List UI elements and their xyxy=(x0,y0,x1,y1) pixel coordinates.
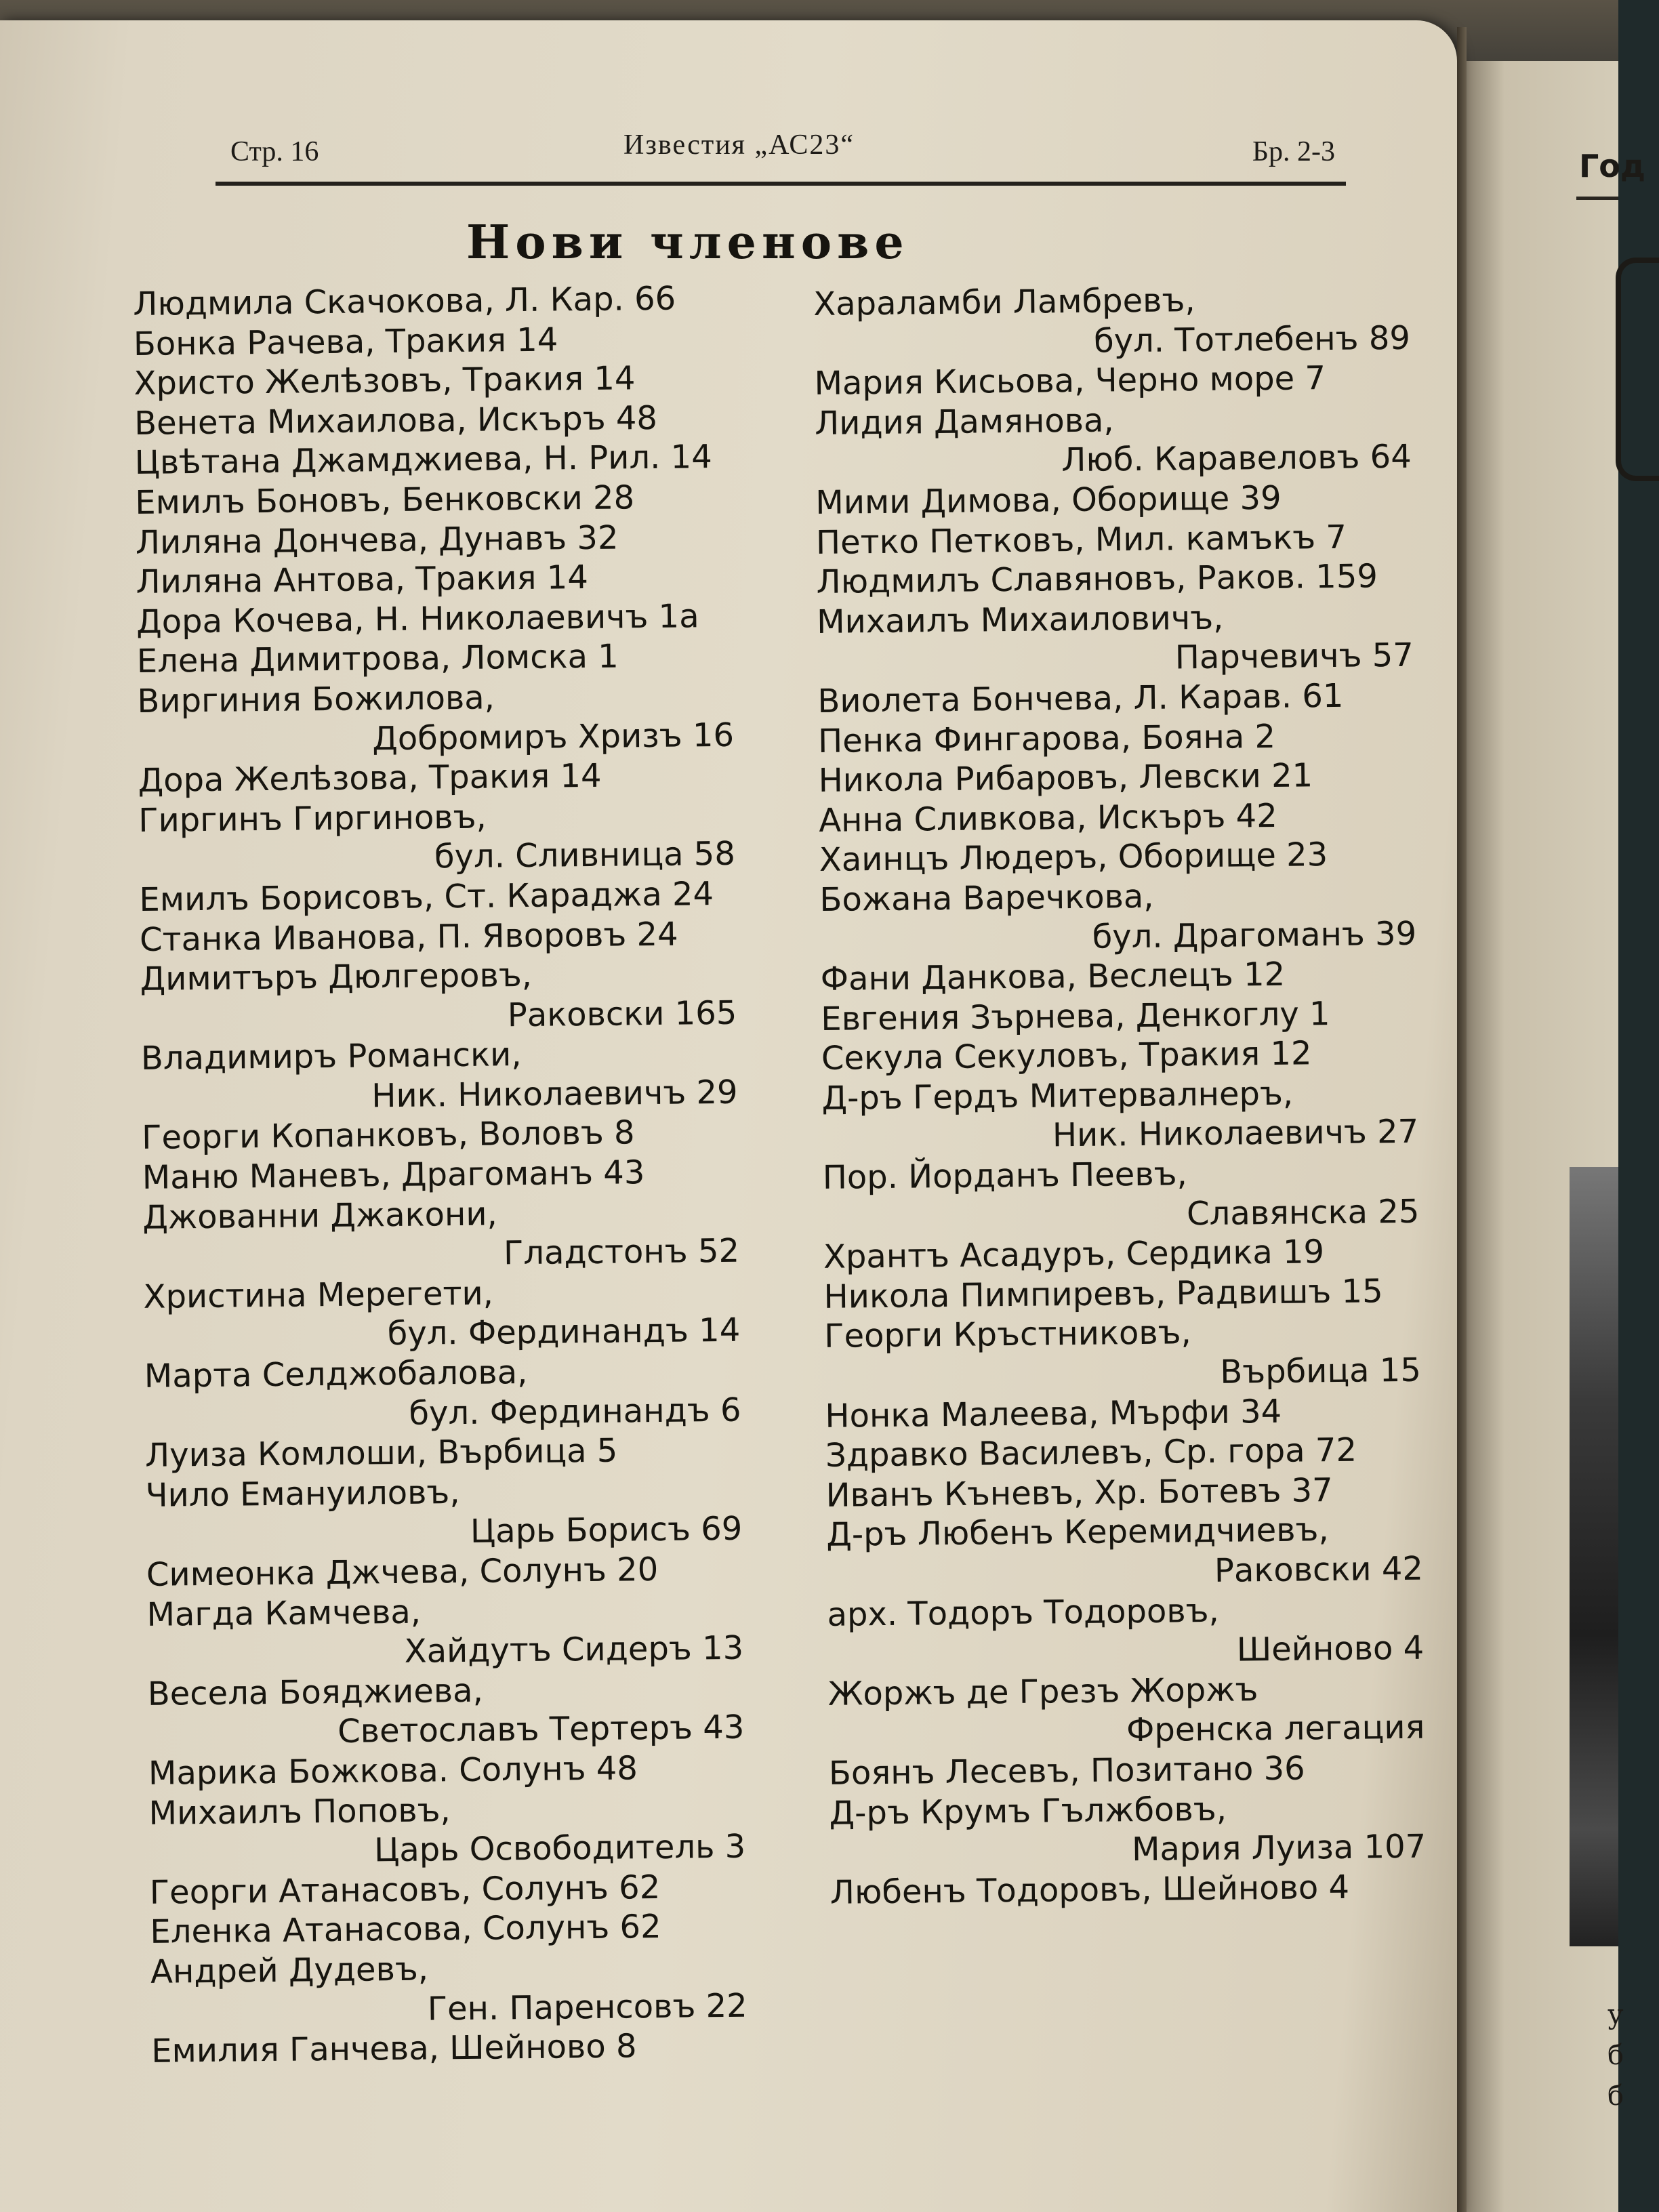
section-title: Нови членове xyxy=(466,216,909,270)
member-entry: Чило Емануиловъ, xyxy=(145,1473,460,1515)
header-rule xyxy=(216,182,1346,186)
member-entry: Никола Пимпиревъ, Радвишъ 15 xyxy=(823,1272,1383,1316)
member-entry: Михаилъ Михаиловичъ, xyxy=(816,598,1224,641)
member-entry: Иванъ Къневъ, Хр. Ботевъ 37 xyxy=(825,1471,1333,1515)
page-header xyxy=(230,129,1349,183)
member-entry: Мими Димова, Оборище 39 xyxy=(815,478,1282,522)
member-address-line: Царь Борисъ 69 xyxy=(470,1510,743,1551)
member-entry: Дора Кочева, Н. Николаевичъ 1а xyxy=(136,597,699,641)
member-address-line: Ген. Паренсовъ 22 xyxy=(427,1986,747,2028)
member-entry: Пенка Фингарова, Бояна 2 xyxy=(817,717,1276,760)
member-address-line: Добромиръ Хризъ 16 xyxy=(372,716,735,758)
member-entry: Марта Селджобалова, xyxy=(144,1353,528,1395)
member-entry: Весела Бояджиева, xyxy=(147,1671,484,1713)
member-address-line: бул. Тотлебенъ 89 xyxy=(1093,319,1411,361)
member-entry: Георги Копанковъ, Воловъ 8 xyxy=(141,1113,635,1158)
member-entry: Хаинцъ Людеръ, Оборище 23 xyxy=(819,836,1328,880)
member-entry: Хрантъ Асадуръ, Сердика 19 xyxy=(823,1233,1325,1277)
member-entry: Здравко Василевъ, Ср. гора 72 xyxy=(825,1431,1357,1475)
member-address-line: Славянска 25 xyxy=(1186,1192,1420,1233)
member-entry: Георги Атанасовъ, Солунъ 62 xyxy=(149,1868,661,1912)
member-entry: Виолета Бончева, Л. Карав. 61 xyxy=(817,676,1344,720)
member-entry: Димитъръ Дюлгеровъ, xyxy=(140,956,533,999)
member-entry: Людмила Скачокова, Л. Кар. 66 xyxy=(133,279,676,323)
member-address-line: Френска легация xyxy=(1126,1708,1425,1750)
page-number: Стр. 16 xyxy=(230,136,319,167)
member-entry: Боянъ Лесевъ, Позитано 36 xyxy=(828,1749,1305,1793)
member-entry: Любенъ Тодоровъ, Шейново 4 xyxy=(830,1868,1350,1912)
member-entry: Цвѣтана Джамджиева, Н. Рил. 14 xyxy=(134,438,713,483)
member-entry: Евгения Зърнева, Денкоглу 1 xyxy=(821,994,1330,1038)
member-entry: Лидия Дамянова, xyxy=(814,401,1114,443)
member-entry: Бонка Рачева, Тракия 14 xyxy=(133,321,558,363)
member-entry: Лиляна Антова, Тракия 14 xyxy=(136,558,589,602)
member-entry: Георги Кръстниковъ, xyxy=(823,1313,1192,1356)
member-entry: Мария Кисьова, Черно море 7 xyxy=(814,359,1326,403)
member-entry: Виргиния Божилова, xyxy=(137,678,495,720)
member-address-line: Раковски 165 xyxy=(507,994,737,1034)
member-entry: Андрей Дудевъ, xyxy=(150,1950,429,1991)
member-entry: Емилъ Борисовъ, Ст. Караджа 24 xyxy=(139,874,714,919)
member-address-line: Хайдутъ Сидеръ 13 xyxy=(404,1629,744,1671)
member-address-line: Ник. Николаевичъ 29 xyxy=(371,1073,738,1115)
member-entry: Петко Петковъ, Мил. камъкъ 7 xyxy=(815,518,1347,562)
member-entry: Пор. Йорданъ Пеевъ, xyxy=(822,1155,1188,1197)
member-entry: Людмилъ Славяновъ, Раков. 159 xyxy=(816,557,1378,602)
adjacent-page-emblem xyxy=(1616,258,1659,481)
member-entry: Станка Иванова, П. Яворовъ 24 xyxy=(139,915,678,959)
adjacent-page-glyph: у xyxy=(1607,1999,1624,2030)
member-entry: Владимиръ Романски, xyxy=(140,1036,522,1078)
adjacent-page-glyph: б xyxy=(1607,2081,1624,2112)
issue-number: Бр. 2-3 xyxy=(1252,136,1335,167)
member-entry: Анна Сливкова, Искъръ 42 xyxy=(818,796,1277,840)
member-entry: Божана Варечкова, xyxy=(819,877,1154,919)
member-entry: Лиляна Дончева, Дунавъ 32 xyxy=(135,518,619,562)
member-address-line: Гладстонъ 52 xyxy=(503,1231,740,1273)
members-list-left xyxy=(133,279,748,2072)
member-address-line: Ник. Николаевичъ 27 xyxy=(1052,1113,1419,1155)
member-address-line: бул. Драгоманъ 39 xyxy=(1092,914,1417,956)
member-address-line: бул. Фердинандъ 14 xyxy=(387,1311,741,1353)
member-address-line: Раковски 42 xyxy=(1214,1549,1424,1590)
adjacent-page-rule xyxy=(1576,197,1618,200)
adjacent-page-photo xyxy=(1570,1167,1618,1946)
member-entry: Симеонка Джчева, Солунъ 20 xyxy=(146,1550,659,1594)
member-entry: Марика Божкова. Солунъ 48 xyxy=(148,1749,638,1793)
member-address-line: Царь Освободитель 3 xyxy=(373,1827,746,1870)
member-entry: Д-ръ Крумъ Гължбовъ, xyxy=(829,1790,1227,1832)
adjacent-page-title: Год xyxy=(1579,148,1646,184)
member-entry: Жоржъ де Грезъ Жоржъ xyxy=(827,1671,1258,1713)
member-entry: Маню Маневъ, Драгоманъ 43 xyxy=(142,1153,645,1197)
member-entry: Джованни Джакони, xyxy=(142,1195,498,1237)
member-address-line: Мария Луиза 107 xyxy=(1131,1827,1427,1869)
member-entry: Фани Данкова, Веслецъ 12 xyxy=(820,955,1286,999)
member-address-line: Върбица 15 xyxy=(1220,1351,1422,1391)
member-entry: Д-ръ Любенъ Керемидчиевъ, xyxy=(826,1511,1329,1555)
member-entry: Христо Желѣзовъ, Тракия 14 xyxy=(134,359,636,403)
member-entry: Нонка Малеева, Мърфи 34 xyxy=(825,1392,1282,1435)
adjacent-page-glyph: б xyxy=(1607,2040,1624,2071)
member-entry: Емилия Ганчева, Шейново 8 xyxy=(151,2027,637,2070)
member-entry: арх. Тодоръ Тодоровъ, xyxy=(827,1591,1220,1634)
member-entry: Гиргинъ Гиргиновъ, xyxy=(138,798,487,840)
member-address-line: бул. Сливница 58 xyxy=(434,835,736,876)
journal-name: Известия „АС23“ xyxy=(623,129,855,161)
member-entry: Христина Мерегети, xyxy=(143,1274,494,1316)
member-address-line: Парчевичъ 57 xyxy=(1174,636,1414,677)
member-entry: Никола Рибаровъ, Левски 21 xyxy=(818,756,1313,800)
member-entry: Еленка Атанасова, Солунъ 62 xyxy=(150,1908,661,1952)
member-entry: Елена Димитрова, Ломска 1 xyxy=(136,637,619,681)
member-entry: Секула Секуловъ, Тракия 12 xyxy=(821,1034,1312,1078)
members-list-right xyxy=(813,279,1427,1912)
member-entry: Магда Камчева, xyxy=(146,1593,422,1634)
book-gutter xyxy=(1457,27,1467,2212)
member-entry: Дора Желѣзова, Тракия 14 xyxy=(138,756,602,800)
member-address-line: Светославъ Тертеръ 43 xyxy=(337,1708,745,1751)
member-entry: Хараламби Ламбревъ, xyxy=(813,281,1195,323)
member-entry: Михаилъ Поповъ, xyxy=(148,1790,451,1832)
member-address-line: Шейново 4 xyxy=(1236,1629,1425,1669)
member-address-line: Люб. Каравеловъ 64 xyxy=(1061,438,1412,480)
member-entry: Венета Михаилова, Искъръ 48 xyxy=(134,398,658,443)
member-entry: Емилъ Боновъ, Бенковски 28 xyxy=(135,478,635,522)
member-entry: Луиза Комлоши, Върбица 5 xyxy=(144,1431,618,1475)
member-entry: Д-ръ Гердъ Митервалнеръ, xyxy=(821,1074,1294,1118)
member-address-line: бул. Фердинандъ 6 xyxy=(409,1391,741,1433)
